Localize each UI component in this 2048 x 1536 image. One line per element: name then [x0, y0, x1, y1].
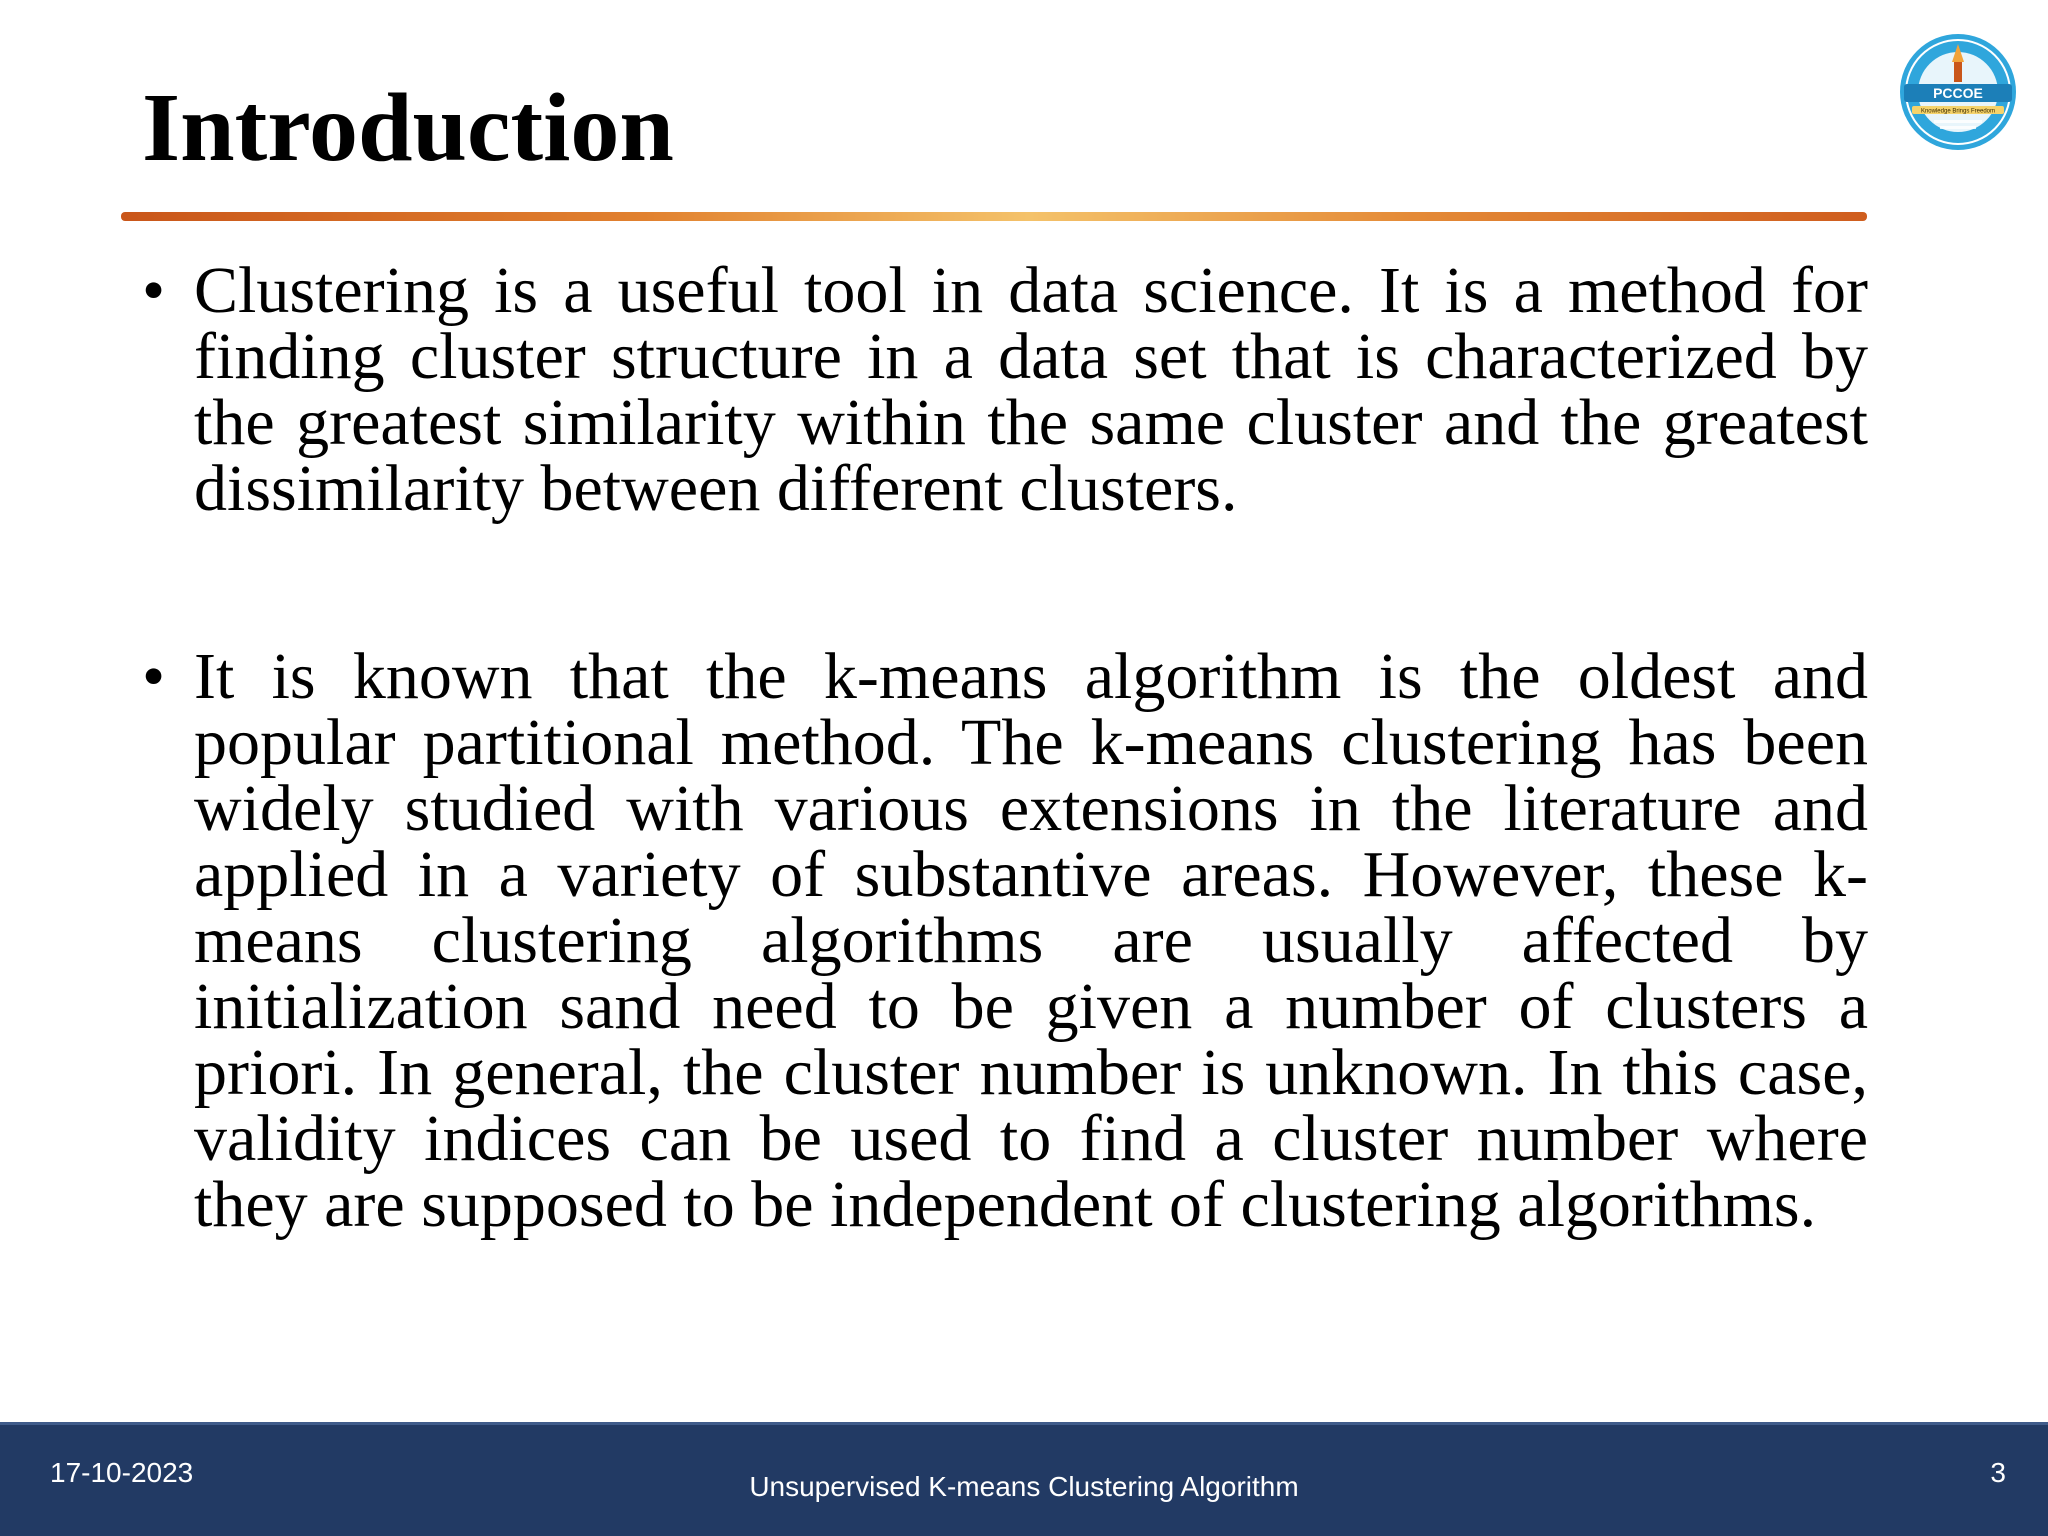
bullet-marker: •	[142, 254, 166, 327]
bullet-item	[142, 254, 1868, 525]
footer-date: 17-10-2023	[50, 1457, 194, 1488]
logo-text: PCCOE	[1933, 85, 1983, 101]
bullet-list	[142, 254, 1868, 1241]
title-underline-rule	[121, 212, 1867, 221]
bullet-item	[142, 640, 1868, 1241]
slide-footer	[0, 1422, 2048, 1536]
bullet-text: It is known that the k-means algorithm is the oldest and popular partitional method. The k-means clustering has been widely studied with various extensions in the literature and applied in a variety of substantive areas. However, these k-means clustering algorithms are usually affected by initialization sand need to be given a number of clusters a priori. In general, the cluster number is unknown. In this case, validity indices can be used to find a cluster number where they are supposed to be independent of clustering algorithms.	[194, 640, 1868, 1241]
bullet-text: Clustering is a useful tool in data science. It is a method for finding cluster structure in a data set that is characterized by the greatest similarity within the same cluster and the greatest dissimilarity between different clusters.	[194, 254, 1868, 525]
footer-page-number: 3	[1990, 1457, 2006, 1488]
slide-title: Introduction	[142, 74, 674, 182]
footer-presentation-title: Unsupervised K-means Clustering Algorithm	[749, 1471, 1299, 1502]
bullet-marker: •	[142, 640, 166, 713]
logo-motto: Knowledge Brings Freedom	[1920, 108, 1996, 115]
pccoe-logo	[1890, 30, 2026, 154]
